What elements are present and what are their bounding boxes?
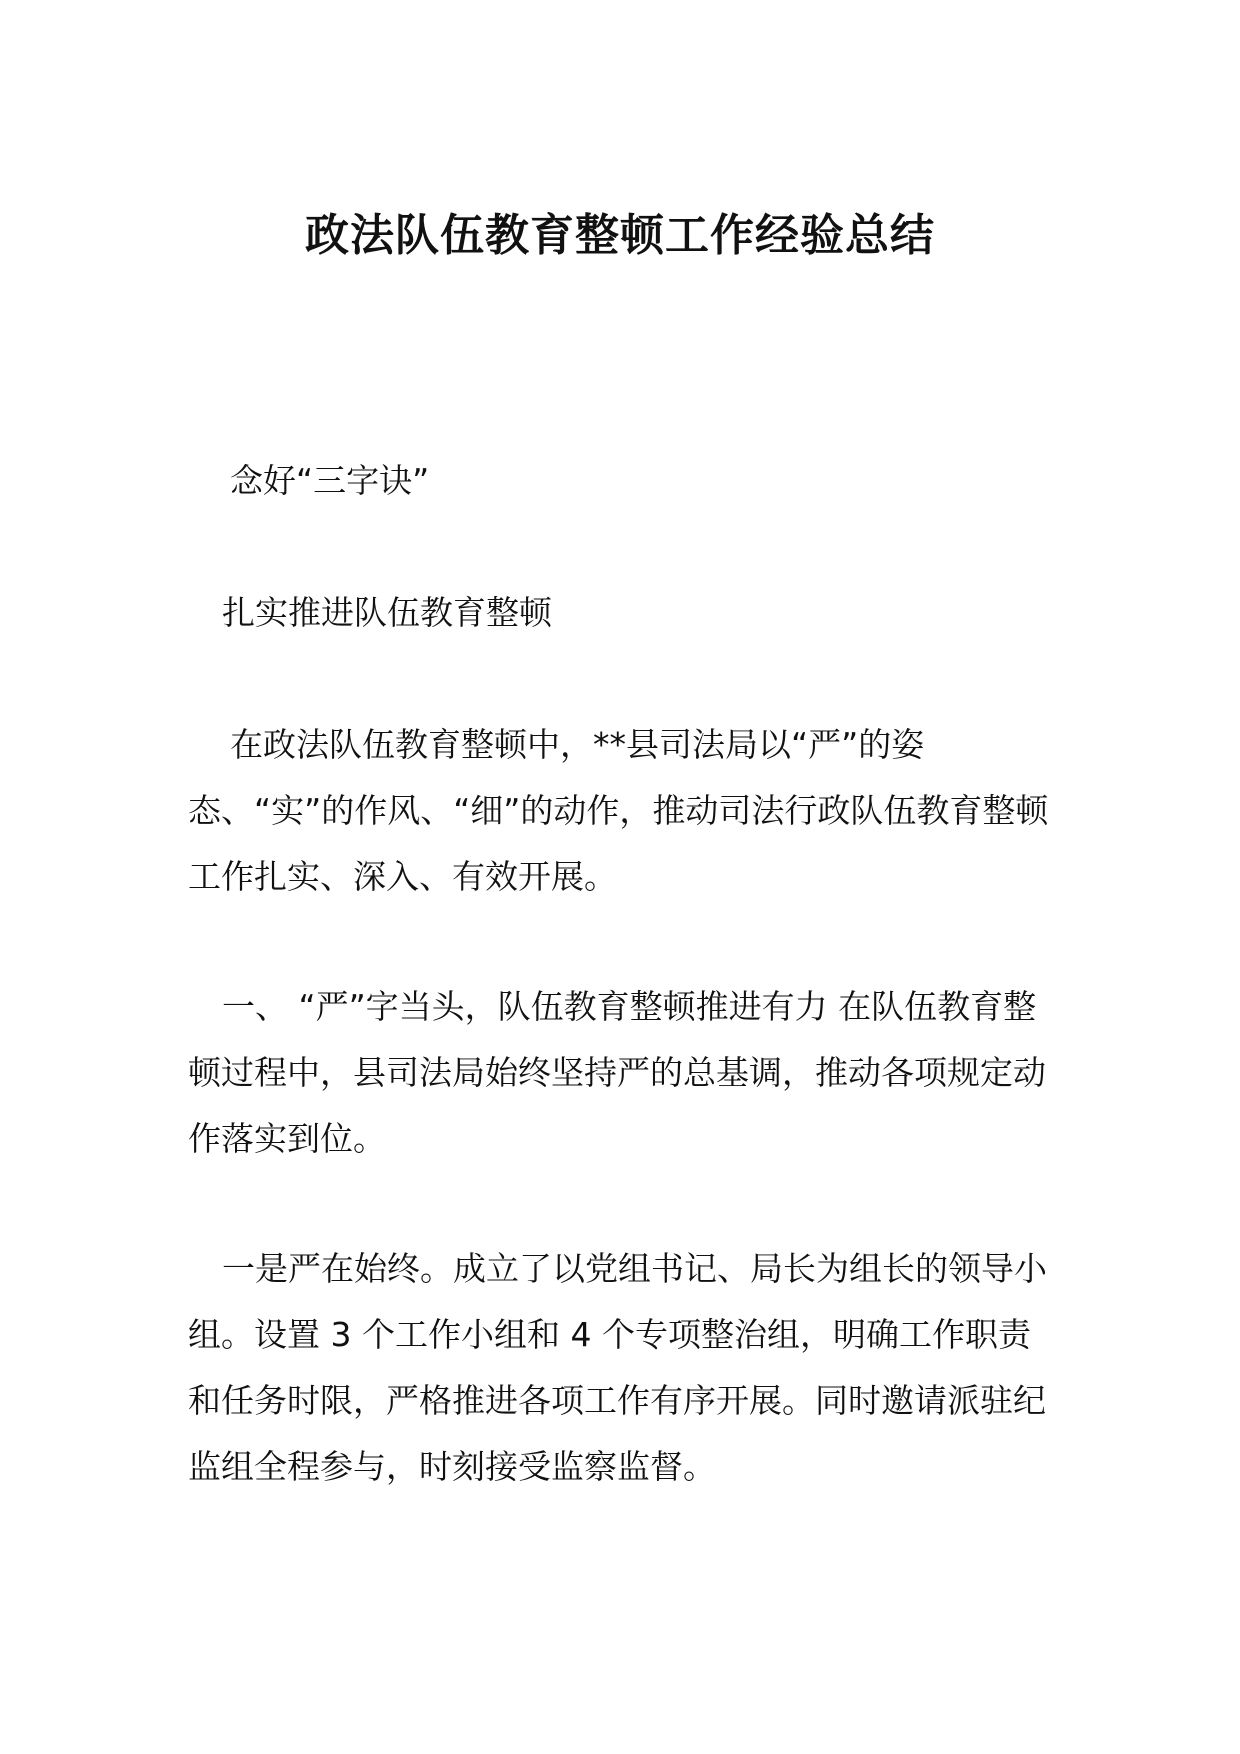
item-1-paragraph: 一是严在始终。成立了以党组书记、局长为组长的领导小组。设置 3 个工作小组和 4 个专项整治组，明确工作职责和任务时限，严格推进各项工作有序开展。同时邀请派驻纪监组全程参与，时刻接受监察监督。 [188,1249,1047,1486]
subtitle-1: 念好“三字诀” [230,461,430,500]
document-title: 政法队伍教育整顿工作经验总结 [305,210,935,261]
intro-paragraph: 在政法队伍教育整顿中，**县司法局以“严”的姿态、“实”的作风、“细”的动作，推动司法行政队伍教育整顿工作扎实、深入、有效开展。 [188,725,1049,896]
subtitle-2: 扎实推进队伍教育整顿 [222,593,552,632]
section-1-paragraph: 一、 “严”字当头，队伍教育整顿推进有力 在队伍教育整顿过程中，县司法局始终坚持严的总基调，推动各项规定动作落实到位。 [188,987,1046,1158]
